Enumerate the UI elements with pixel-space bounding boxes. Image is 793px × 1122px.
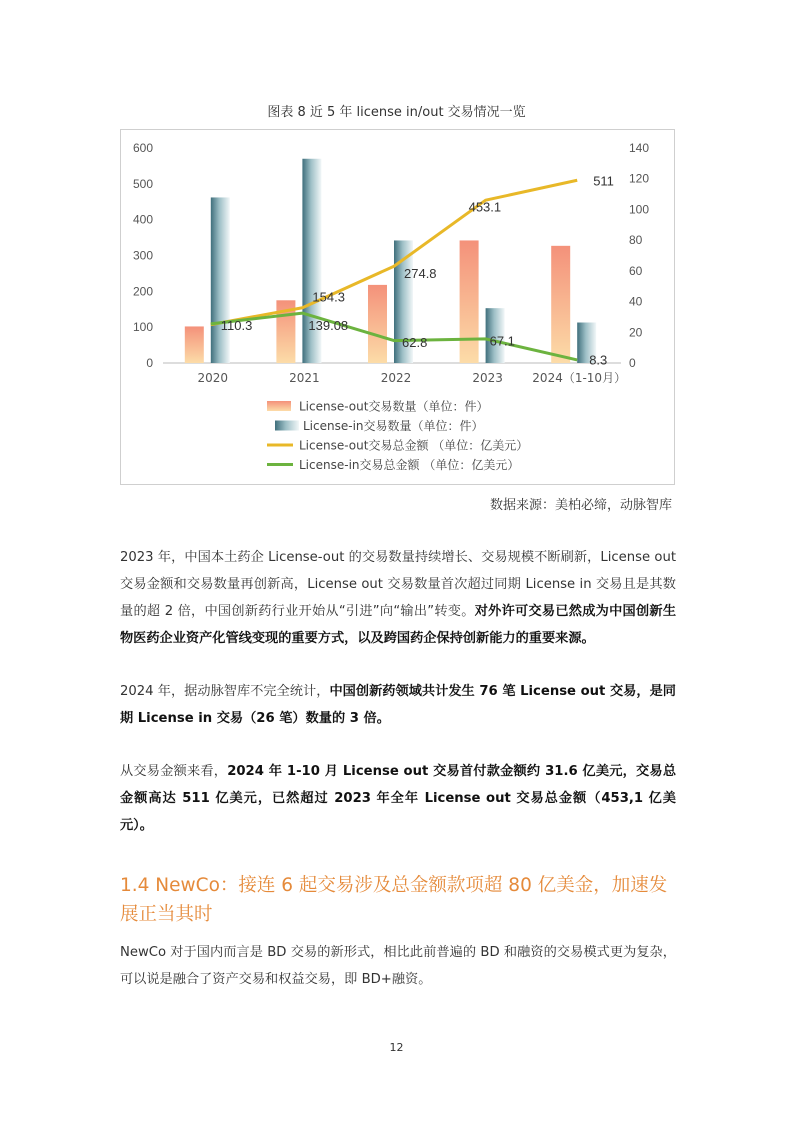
paragraph-2 — [120, 678, 676, 732]
data-label: 8.3 — [589, 352, 608, 368]
legend-label: License-out交易数量（单位：件） — [299, 399, 489, 414]
legend-swatch — [275, 421, 299, 431]
paragraph-4: NewCo 对于国内而言是 BD 交易的新形式，相比此前普遍的 BD 和融资的交易模式更为复杂，可以说是融合了资产交易和权益交易，即 BD+融资。 — [120, 945, 676, 987]
y-right-tick-label: 20 — [629, 325, 643, 340]
paragraph-1-bold: 对外许可交易已然成为中国创新生物医药企业资产化管线变现的重要方式，以及跨国药企保持创新能力的重要来源。 — [120, 604, 677, 646]
y-right-tick-label: 60 — [629, 263, 643, 278]
chart-container — [120, 129, 675, 485]
y-left-tick-label: 300 — [132, 248, 153, 263]
paragraph-1 — [120, 544, 676, 652]
bar-license-out — [460, 240, 479, 363]
y-right-tick-label: 80 — [629, 233, 643, 248]
legend-swatch — [267, 401, 291, 411]
y-right-tick-label: 0 — [629, 356, 636, 370]
bar-license-out — [185, 326, 204, 363]
paragraph-3-bold: 2024 年 1-10 月 License out 交易首付款金额约 31.6 亿美元，交易总金额高达 511 亿美元，已然超过 2023 年全年 License out 交易总金额（453,1 亿美元）。 — [120, 764, 677, 833]
y-left-tick-label: 500 — [132, 176, 153, 191]
y-left-tick-label: 0 — [146, 356, 153, 370]
legend-label: License-out交易总金额 （单位：亿美元） — [299, 438, 529, 453]
data-label: 274.8 — [404, 265, 437, 281]
legend-label: License-in交易总金额 （单位：亿美元） — [299, 458, 520, 472]
y-right-tick-label: 120 — [629, 171, 650, 186]
data-label: 453.1 — [468, 199, 502, 215]
legend-label: License-in交易数量（单位：件） — [303, 419, 484, 433]
paragraph-2-text: 2024 年，据动脉智库不完全统计， — [120, 684, 330, 699]
figure-caption: 图表 8 近 5 年 license in/out 交易情况一览 — [267, 105, 526, 120]
x-tick-label: 2021 — [289, 371, 320, 385]
y-right-tick-label: 40 — [629, 294, 643, 309]
data-label: 511 — [593, 173, 614, 189]
y-left-tick-label: 100 — [132, 320, 153, 335]
paragraph-2-bold: 中国创新药领域共计发生 76 笔 License out 交易，是同期 License in 交易（26 笔）数量的 3 倍。 — [120, 684, 676, 726]
data-label: 67.1 — [489, 333, 515, 349]
paragraph-3 — [120, 758, 676, 839]
bar-license-out — [368, 285, 387, 363]
x-tick-label: 2024（1-10月） — [532, 371, 627, 385]
data-label: 139.08 — [308, 318, 349, 334]
x-tick-label: 2020 — [197, 371, 229, 385]
paragraph-1-text: 2023 年，中国本土药企 License-out 的交易数量持续增长、交易规模不断刷新，License out 交易金额和交易数量再创新高，License out 交易数量首次超过同期 License in 交易且是其数量的超 2 倍，中国创新药行业开始从“引进”向“输出”转变。 — [120, 550, 676, 619]
y-left-tick-label: 400 — [132, 212, 153, 227]
paragraph-3-text: 从交易金额来看， — [120, 764, 228, 779]
combo-chart — [121, 130, 674, 484]
data-label: 154.3 — [312, 289, 345, 305]
data-label: 110.3 — [220, 318, 253, 334]
section-heading: 1.4 NewCo：接连 6 起交易涉及总金额款项超 80 亿美金，加速发展正当其时 — [120, 875, 668, 925]
data-source: 数据来源：美柏必缔，动脉智库 — [489, 498, 672, 513]
page-number: 12 — [389, 1041, 404, 1054]
y-right-tick-label: 100 — [629, 202, 650, 217]
x-tick-label: 2023 — [472, 371, 503, 385]
y-left-tick-label: 600 — [132, 141, 153, 155]
data-label: 62.8 — [402, 335, 428, 351]
x-tick-label: 2022 — [380, 371, 412, 385]
bar-license-out — [551, 246, 570, 363]
y-right-tick-label: 140 — [629, 141, 650, 155]
y-left-tick-label: 200 — [132, 284, 153, 299]
bar-license-in — [211, 197, 230, 363]
